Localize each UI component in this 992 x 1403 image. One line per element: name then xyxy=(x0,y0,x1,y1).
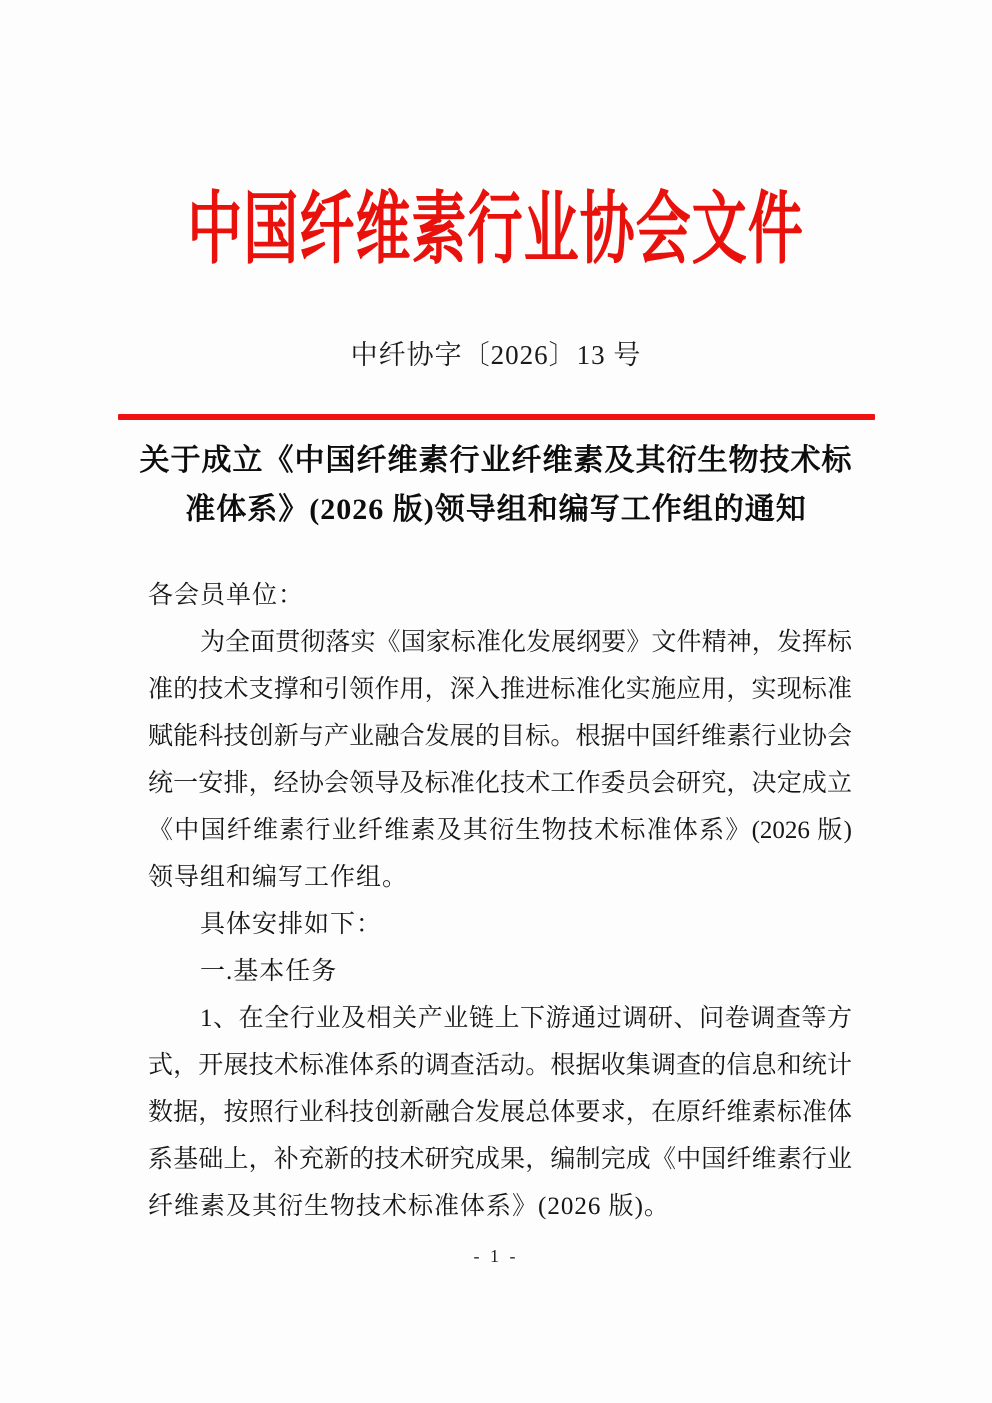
page-number: - 1 - xyxy=(473,1246,519,1266)
body-line: 系基础上，补充新的技术研究成果，编制完成《中国纤维素行业 xyxy=(148,1146,852,1173)
org-title-container xyxy=(0,172,992,272)
document-title xyxy=(0,436,992,534)
document-title-line2: 准体系》(2026 版)领导组和编写工作组的通知 xyxy=(185,493,807,526)
body-line: 《中国纤维素行业纤维素及其衍生物技术标准体系》(2026 版) xyxy=(148,817,852,844)
document-title-line1: 关于成立《中国纤维素行业纤维素及其衍生物技术标 xyxy=(139,444,853,477)
doc-number: 中纤协字〔2026〕13 号 xyxy=(350,340,642,370)
salutation-line: 各会员单位： xyxy=(148,582,305,609)
body-line: 具体安排如下： xyxy=(200,911,383,938)
body-line: 领导组和编写工作组。 xyxy=(148,864,409,891)
body-line: 式，开展技术标准体系的调查活动。根据收集调查的信息和统计 xyxy=(148,1052,852,1079)
document-body xyxy=(148,572,852,1230)
body-line: 准的技术支撑和引领作用，深入推进标准化实施应用，实现标准 xyxy=(148,676,852,703)
body-line: 纤维素及其衍生物技术标准体系》(2026 版)。 xyxy=(148,1193,670,1220)
red-divider-line xyxy=(118,414,875,420)
body-line: 为全面贯彻落实《国家标准化发展纲要》文件精神，发挥标 xyxy=(200,629,852,656)
body-line: 统一安排，经协会领导及标准化技术工作委员会研究，决定成立 xyxy=(148,770,852,797)
body-line: 数据，按照行业科技创新融合发展总体要求，在原纤维素标准体 xyxy=(148,1099,852,1126)
body-line: 赋能科技创新与产业融合发展的目标。根据中国纤维素行业协会 xyxy=(148,723,852,750)
body-line: 1、在全行业及相关产业链上下游通过调研、问卷调查等方 xyxy=(200,1005,852,1032)
org-title: 中国纤维素行业协会文件 xyxy=(187,185,805,274)
body-line: 一.基本任务 xyxy=(200,958,338,985)
